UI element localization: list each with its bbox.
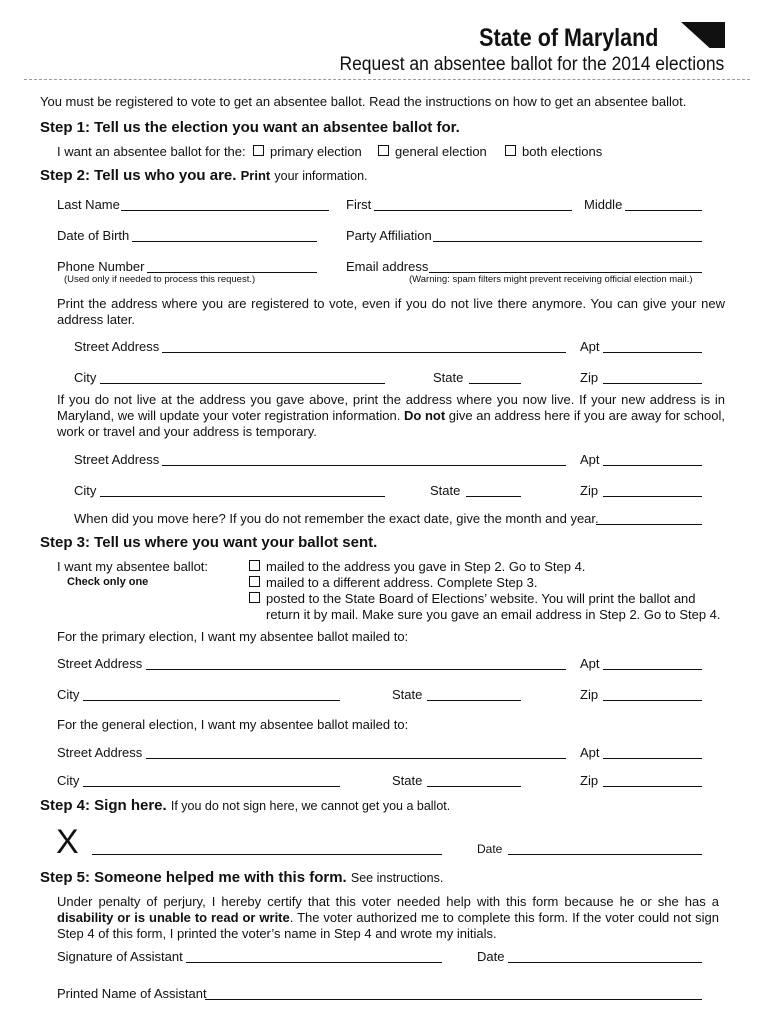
assistant-printed-name-label: Printed Name of Assistant — [57, 986, 207, 1001]
cur-apt-label: Apt — [580, 452, 600, 467]
primary-street-field[interactable] — [146, 669, 566, 670]
reg-zip-label: Zip — [580, 370, 599, 385]
first-name-label: First — [346, 197, 372, 212]
checkbox-icon — [505, 145, 516, 156]
email-note: (Warning: spam filters might prevent receiving official election mail.) — [409, 274, 693, 285]
general-city-label: City — [57, 773, 80, 788]
first-name-field[interactable] — [374, 210, 572, 211]
checkbox-icon — [249, 560, 260, 571]
last-name-field[interactable] — [121, 210, 329, 211]
moved-instructions: If you do not live at the address you gave above, print the address where you now live. If your new address is in Maryland, we will update your voter registration information. Do not give an address here if you are away for school, work or travel and your address is temporary. — [57, 392, 725, 439]
step2-heading: Step 2: Tell us who you are. Print your information. — [40, 167, 368, 184]
reg-city-label: City — [74, 370, 97, 385]
cur-city-field[interactable] — [100, 496, 385, 497]
address-instructions: Print the address where you are registered to vote, even if you do not live there anymore. You can give your new address later. — [57, 296, 725, 327]
voter-signature-field[interactable] — [92, 854, 442, 855]
reg-city-field[interactable] — [100, 383, 385, 384]
last-name-label: Last Name — [57, 197, 120, 212]
cur-state-field[interactable] — [466, 496, 521, 497]
assistant-printed-name-field[interactable] — [205, 999, 702, 1000]
general-zip-field[interactable] — [603, 786, 702, 787]
checkbox-icon — [253, 145, 264, 156]
page-subtitle: Request an absentee ballot for the 2014 elections — [339, 54, 724, 75]
primary-city-label: City — [57, 687, 80, 702]
reg-zip-field[interactable] — [603, 383, 702, 384]
checkbox-icon — [378, 145, 389, 156]
checkbox-icon — [249, 592, 260, 603]
phone-note: (Used only if needed to process this request.) — [64, 274, 256, 285]
middle-name-field[interactable] — [625, 210, 702, 211]
step5-date-field[interactable] — [508, 962, 702, 963]
checkbox-mail-step2-address[interactable]: mailed to the address you gave in Step 2. Go to Step 4. — [249, 559, 585, 574]
primary-state-label: State — [392, 687, 423, 702]
step4-date-field[interactable] — [508, 854, 702, 855]
primary-apt-field[interactable] — [603, 669, 702, 670]
reg-state-field[interactable] — [469, 383, 521, 384]
signature-x-mark: X — [56, 823, 79, 861]
email-field[interactable] — [429, 272, 702, 273]
checkbox-general-election[interactable]: general election — [378, 144, 487, 159]
checkbox-mail-different-address[interactable]: mailed to a different address. Complete Step 3. — [249, 575, 537, 590]
reg-apt-label: Apt — [580, 339, 600, 354]
cur-street-label: Street Address — [74, 452, 160, 467]
step5-heading: Step 5: Someone helped me with this form. See instructions. — [40, 869, 444, 886]
reg-street-field[interactable] — [162, 352, 566, 353]
assistant-signature-label: Signature of Assistant — [57, 949, 183, 964]
option3-continuation: return it by mail. Make sure you gave an email address in Step 2. Go to Step 4. — [266, 607, 721, 622]
dob-label: Date of Birth — [57, 228, 130, 243]
cur-city-label: City — [74, 483, 97, 498]
general-street-label: Street Address — [57, 745, 143, 760]
primary-zip-field[interactable] — [603, 700, 702, 701]
general-zip-label: Zip — [580, 773, 599, 788]
reg-street-label: Street Address — [74, 339, 160, 354]
general-state-label: State — [392, 773, 423, 788]
move-date-question: When did you move here? If you do not remember the exact date, give the month and year. — [74, 511, 599, 526]
primary-street-label: Street Address — [57, 656, 143, 671]
general-city-field[interactable] — [83, 786, 340, 787]
general-apt-field[interactable] — [603, 758, 702, 759]
party-label: Party Affiliation — [346, 228, 432, 243]
primary-mail-label: For the primary election, I want my absentee ballot mailed to: — [57, 629, 409, 644]
primary-zip-label: Zip — [580, 687, 599, 702]
cur-state-label: State — [430, 483, 461, 498]
assistant-signature-field[interactable] — [186, 962, 442, 963]
reg-apt-field[interactable] — [603, 352, 702, 353]
primary-city-field[interactable] — [83, 700, 340, 701]
checkbox-both-elections[interactable]: both elections — [505, 144, 602, 159]
cur-apt-field[interactable] — [603, 465, 702, 466]
primary-apt-label: Apt — [580, 656, 600, 671]
phone-field[interactable] — [147, 272, 317, 273]
general-street-field[interactable] — [146, 758, 566, 759]
move-date-field[interactable] — [596, 524, 702, 525]
cur-zip-label: Zip — [580, 483, 599, 498]
email-label: Email address — [346, 259, 429, 274]
cur-street-field[interactable] — [162, 465, 566, 466]
step1-heading: Step 1: Tell us the election you want an absentee ballot for. — [40, 119, 460, 136]
middle-name-label: Middle — [584, 197, 623, 212]
step4-date-label: Date — [477, 842, 503, 856]
checkbox-primary-election[interactable]: primary election — [253, 144, 362, 159]
party-field[interactable] — [433, 241, 702, 242]
general-apt-label: Apt — [580, 745, 600, 760]
step1-prompt: I want an absentee ballot for the: — [57, 144, 246, 159]
general-state-field[interactable] — [427, 786, 521, 787]
step5-date-label: Date — [477, 949, 505, 964]
reg-state-label: State — [433, 370, 464, 385]
step5-certification-text: Under penalty of perjury, I hereby certify that this voter needed help with this form because he or she has a disability or is unable to read or write. The voter authorized me to complete this form. If the voter could not sign Step 4 of this form, I printed the voter’s name in Step 4 and wrote my initials. — [57, 894, 719, 941]
step4-heading: Step 4: Sign here. If you do not sign here, we cannot get you a ballot. — [40, 797, 451, 814]
general-mail-label: For the general election, I want my absentee ballot mailed to: — [57, 717, 409, 732]
checkbox-post-to-website[interactable]: posted to the State Board of Elections’ website. You will print the ballot and — [249, 591, 696, 606]
step3-heading: Step 3: Tell us where you want your ballot sent. — [40, 534, 378, 551]
check-only-one-note: Check only one — [67, 576, 149, 588]
phone-label: Phone Number — [57, 259, 145, 274]
page-title: State of Maryland — [478, 24, 658, 52]
intro-text: You must be registered to vote to get an absentee ballot. Read the instructions on how to get an absentee ballot. — [40, 94, 687, 109]
cur-zip-field[interactable] — [603, 496, 702, 497]
header-divider — [24, 79, 750, 80]
corner-tab-graphic — [681, 22, 725, 48]
primary-state-field[interactable] — [427, 700, 521, 701]
dob-field[interactable] — [132, 241, 317, 242]
checkbox-icon — [249, 576, 260, 587]
step3-prompt: I want my absentee ballot: — [57, 559, 209, 574]
